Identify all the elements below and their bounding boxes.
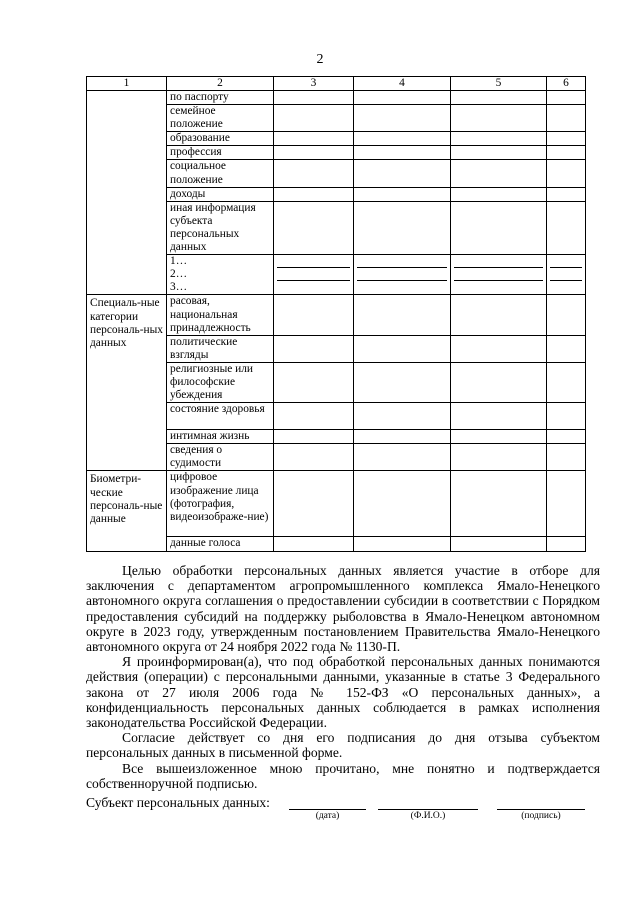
list-item: 1… xyxy=(170,255,188,268)
item-cell: цифровое изображение лица (фотография, видеоизображе-ние) xyxy=(167,471,274,537)
page-number: 2 xyxy=(316,52,324,67)
item-cell: по паспорту xyxy=(167,91,274,105)
category-cell: Биометри-ческие персональ-ные данные xyxy=(87,471,167,551)
item-cell: сведения о судимости xyxy=(167,444,274,471)
list-item: 3… xyxy=(170,281,188,294)
item-cell: политические взгляды xyxy=(167,335,274,362)
item-cell-list xyxy=(167,255,274,295)
name-caption: (Ф.И.О.) xyxy=(410,811,446,821)
column-header: 3 xyxy=(274,77,354,91)
item-cell: религиозные или философские убеждения xyxy=(167,362,274,402)
table-header-row xyxy=(87,77,586,91)
category-cell xyxy=(87,91,167,295)
table-row xyxy=(87,91,586,105)
item-cell: расовая, национальная принадлежность xyxy=(167,295,274,335)
item-cell: социальное положение xyxy=(167,160,274,187)
paragraph: Целью обработки персональных данных является участие в отборе для заключения с департаментом агропромышленного комплекса Ямало-Ненецкого автономного округа соглашения о предоставлении субсидии в соответствии с Порядком предоставления субсидий на поддержку рыболовства в Ямало-Ненецком автономном округе в 2023 году, утвержденным постановлением Правительства Ямало-Ненецкого автономного округа от 24 ноября 2022 года № 1130-П. xyxy=(86,563,600,655)
column-header: 1 xyxy=(87,77,167,91)
signature-caption: (подпись) xyxy=(521,811,561,821)
date-caption: (дата) xyxy=(315,811,340,821)
consent-text xyxy=(86,563,600,791)
category-cell: Специаль-ные категории персональ-ных данных xyxy=(87,295,167,471)
date-field[interactable] xyxy=(289,809,366,810)
paragraph: Все вышеизложенное мною прочитано, мне понятно и подтверждается собственноручной подписью. xyxy=(86,760,600,791)
item-cell: семейное положение xyxy=(167,105,274,132)
item-cell: образование xyxy=(167,132,274,146)
signature-label: Субъект персональных данных: xyxy=(86,795,270,810)
column-header: 2 xyxy=(167,77,274,91)
column-header: 5 xyxy=(451,77,547,91)
name-field[interactable] xyxy=(378,809,478,810)
item-cell: профессия xyxy=(167,146,274,160)
paragraph: Согласие действует со дня его подписания до дня отзыва субъектом персональных данных в письменной форме. xyxy=(86,730,600,761)
item-cell: состояние здоровья xyxy=(167,403,274,430)
item-cell: интимная жизнь xyxy=(167,430,274,444)
column-header: 6 xyxy=(547,77,586,91)
item-cell: данные голоса xyxy=(167,537,274,551)
personal-data-table xyxy=(86,76,586,552)
item-cell: иная информация субъекта персональных данных xyxy=(167,201,274,254)
table-row xyxy=(87,471,586,537)
item-cell: доходы xyxy=(167,187,274,201)
table-row xyxy=(87,295,586,335)
paragraph: Я проинформирован(а), что под обработкой персональных данных понимаются действия (операции) с персональными данными, указанные в статье 3 Федерального закона от 27 июля 2006 года № 152-ФЗ «О персональных данных», а конфиденциальность персональных данных соблюдается в рамках исполнения законодательства Российской Федерации. xyxy=(86,654,600,731)
list-item: 2… xyxy=(170,268,188,281)
column-header: 4 xyxy=(354,77,451,91)
signature-field[interactable] xyxy=(497,809,585,810)
